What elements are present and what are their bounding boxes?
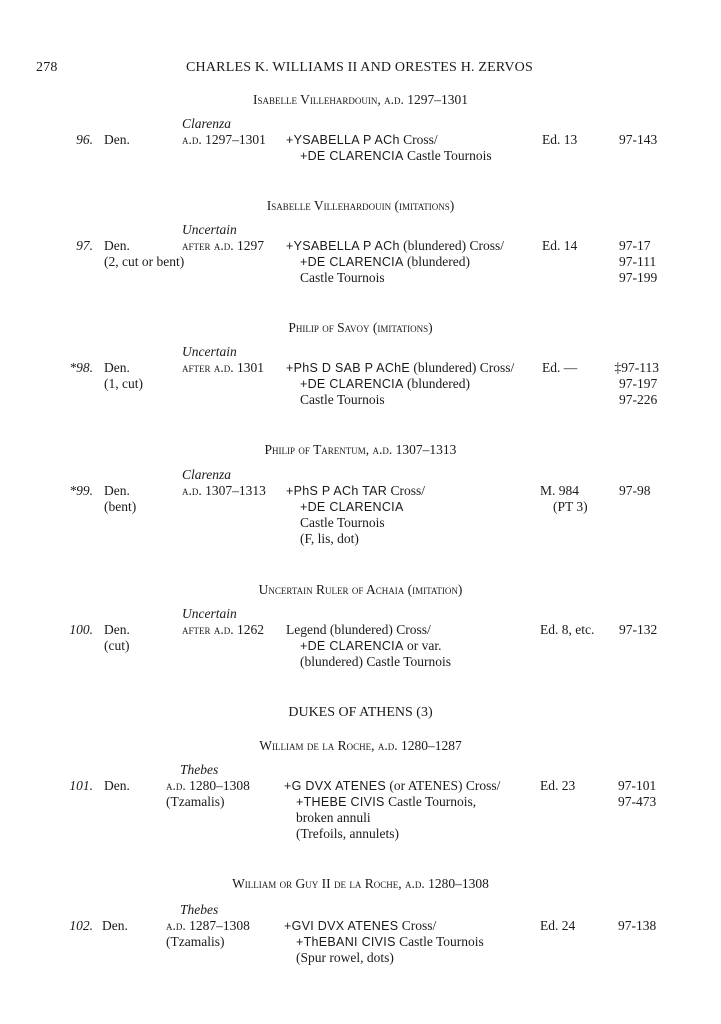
reference: Ed. 8, etc.	[540, 622, 595, 637]
section-heading: William or Guy II de la Roche, a.d. 1280–1308	[232, 876, 489, 891]
section-heading: Philip of Savoy (imitations)	[288, 320, 433, 335]
description-line: Castle Tournois	[300, 392, 385, 407]
date-note: (Tzamalis)	[166, 794, 225, 809]
legend-desc: or var.	[406, 638, 442, 653]
legend-desc: (or ATENES) Cross/	[389, 778, 501, 793]
legend-desc: Castle Tournois	[399, 934, 484, 949]
obverse-legend	[284, 918, 436, 934]
section-heading: Philip of Tarentum, a.d. 1307–1313	[264, 442, 457, 457]
section-heading: Isabelle Villehardouin, a.d. 1297–1301	[253, 92, 468, 107]
entry-number: 102.	[69, 918, 93, 933]
mint: Thebes	[180, 762, 219, 777]
reverse-legend	[296, 794, 476, 810]
legend-text: +THEBE CIVIS	[296, 795, 385, 809]
legend-text: +YSABELLA P ACh	[286, 133, 400, 147]
description-line: Castle Tournois	[300, 515, 385, 530]
legend-desc: Cross/	[390, 483, 426, 498]
entry-number: 100.	[69, 622, 93, 637]
reference: Ed. 23	[540, 778, 576, 793]
section-heading: Isabelle Villehardouin (imitations)	[266, 198, 455, 213]
section-heading: William de la Roche, a.d. 1280–1287	[259, 738, 462, 753]
inventory-number: 97-197	[619, 376, 658, 391]
entry-type: Den.	[102, 918, 128, 933]
date: a.d. 1307–1313	[182, 483, 266, 498]
reverse-legend	[300, 254, 470, 270]
obverse-legend	[286, 132, 438, 148]
date: after a.d. 1297	[182, 238, 265, 253]
inventory-number: 97-132	[619, 622, 658, 637]
reverse-legend	[300, 376, 470, 392]
description-line: (blundered) Castle Tournois	[300, 654, 452, 669]
entry-note: (1, cut)	[104, 376, 143, 391]
legend-text: +GVI DVX ATENES	[284, 919, 399, 933]
entry-number: 97.	[76, 238, 93, 253]
entry-note: (2, cut or bent)	[104, 254, 185, 269]
entry-number: 96.	[76, 132, 93, 147]
legend-text: +DE CLARENCIA	[300, 639, 404, 653]
reverse-legend	[300, 148, 492, 164]
reference-note: (PT 3)	[553, 499, 588, 514]
legend-desc: Cross/	[403, 132, 438, 147]
legend-text: +DE CLARENCIA	[300, 377, 404, 391]
legend-text: +PhS D SAB P AChE	[286, 361, 411, 375]
entry-type: Den.	[104, 622, 130, 637]
inventory-number: ‡97-113	[614, 360, 659, 375]
legend-desc: (blundered) Cross/	[403, 238, 504, 253]
description-line: broken annuli	[296, 810, 371, 825]
date: after a.d. 1262	[182, 622, 265, 637]
entry-number: *98.	[69, 360, 93, 375]
obverse-legend	[286, 360, 514, 376]
inventory-number: 97-473	[618, 794, 657, 809]
description-line: (Spur rowel, dots)	[296, 950, 394, 965]
entry-type: Den.	[104, 483, 130, 498]
inventory-number: 97-111	[619, 254, 657, 269]
date: a.d. 1280–1308	[166, 778, 250, 793]
inventory-number: 97-98	[619, 483, 651, 498]
date: after a.d. 1301	[182, 360, 265, 375]
inventory-number: 97-17	[619, 238, 651, 253]
reverse-legend	[300, 499, 404, 515]
legend-text: +DE CLARENCIA	[300, 149, 404, 163]
legend-desc: (blundered)	[406, 376, 470, 391]
obverse-legend	[286, 238, 504, 254]
mint: Clarenza	[182, 467, 232, 482]
reverse-legend	[296, 934, 484, 950]
legend-desc: Castle Tournois	[406, 148, 492, 163]
entry-type: Den.	[104, 132, 130, 147]
legend-text: +DE CLARENCIA	[300, 255, 404, 269]
mint: Uncertain	[182, 606, 237, 621]
inventory-number: 97-138	[618, 918, 657, 933]
entry-number: 101.	[69, 778, 93, 793]
mint: Uncertain	[182, 222, 237, 237]
reference: Ed. 13	[542, 132, 578, 147]
obverse-legend: Legend (blundered) Cross/	[286, 622, 431, 637]
legend-text: +PhS P ACh TAR	[286, 484, 388, 498]
legend-desc: Cross/	[401, 918, 437, 933]
description-line: (F, lis, dot)	[300, 531, 359, 546]
inventory-number: 97-101	[618, 778, 657, 793]
date: a.d. 1287–1308	[166, 918, 250, 933]
mint: Thebes	[180, 902, 219, 917]
section-heading: Uncertain Ruler of Achaia (imitation)	[258, 582, 463, 597]
inventory-number: 97-143	[619, 132, 658, 147]
running-title: CHARLES K. WILLIAMS II AND ORESTES H. ZERVOS	[186, 60, 533, 75]
obverse-legend	[286, 483, 425, 499]
entry-note: (bent)	[104, 499, 137, 514]
mint: Uncertain	[182, 344, 237, 359]
date-note: (Tzamalis)	[166, 934, 225, 949]
section-heading: DUKES OF ATHENS (3)	[288, 705, 433, 720]
mint: Clarenza	[182, 116, 232, 131]
legend-desc: (blundered)	[406, 254, 470, 269]
entry-number: *99.	[69, 483, 93, 498]
inventory-number: 97-199	[619, 270, 658, 285]
legend-desc: Castle Tournois,	[388, 794, 477, 809]
obverse-legend	[284, 778, 500, 794]
entry-type: Den.	[104, 778, 130, 793]
entry-type: Den.	[104, 238, 130, 253]
legend-text: +YSABELLA P ACh	[286, 239, 400, 253]
description-line: Castle Tournois	[300, 270, 385, 285]
reference: Ed. —	[542, 360, 578, 375]
page-number: 278	[36, 60, 58, 75]
entry-type: Den.	[104, 360, 130, 375]
reverse-legend	[300, 638, 441, 654]
entry-note: (cut)	[104, 638, 130, 653]
description-line: (Trefoils, annulets)	[296, 826, 399, 841]
legend-text: +DE CLARENCIA	[300, 500, 404, 514]
inventory-number: 97-226	[619, 392, 658, 407]
legend-text: +G DVX ATENES	[284, 779, 386, 793]
legend-text: +ThEBANI CIVIS	[296, 935, 396, 949]
reference: Ed. 14	[542, 238, 578, 253]
reference: M. 984	[540, 483, 580, 498]
reference: Ed. 24	[540, 918, 576, 933]
date: a.d. 1297–1301	[182, 132, 266, 147]
legend-desc: (blundered) Cross/	[413, 360, 515, 375]
